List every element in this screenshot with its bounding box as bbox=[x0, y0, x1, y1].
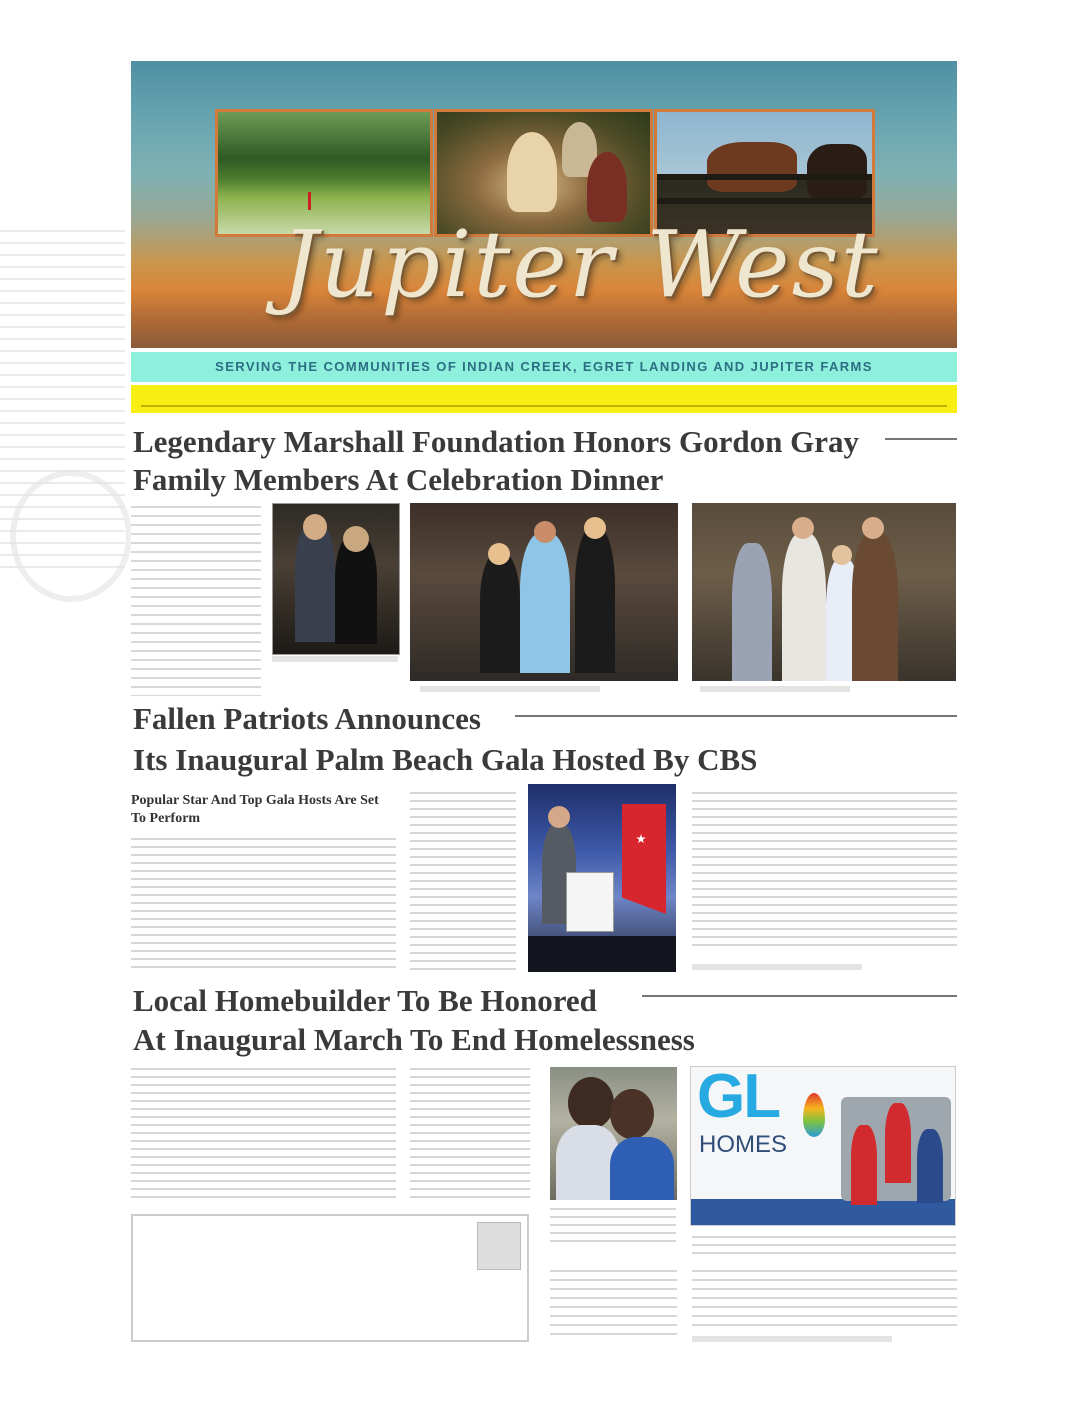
article-1-photo-couple bbox=[272, 503, 400, 655]
masthead-title: Jupiter West bbox=[281, 211, 880, 318]
article-3-headline-line1: Local Homebuilder To Be Honored bbox=[133, 983, 597, 1018]
article-2-rule bbox=[515, 715, 957, 717]
article-1-caption-3 bbox=[700, 686, 850, 692]
gl-leaf-icon bbox=[803, 1093, 825, 1137]
article-3-photo-gl-homes bbox=[690, 1066, 956, 1226]
article-2-headline-line2: Its Inaugural Palm Beach Gala Hosted By CBS bbox=[133, 742, 758, 777]
article-2-body-col1 bbox=[131, 838, 396, 970]
masthead bbox=[131, 61, 957, 348]
golf-flag-icon bbox=[308, 192, 311, 210]
article-1-photo-trio bbox=[410, 503, 678, 681]
article-2-body-col2 bbox=[410, 792, 516, 970]
article-1-caption-2 bbox=[420, 686, 600, 692]
article-3-photo-selfie bbox=[550, 1067, 677, 1200]
article-3-body-col2 bbox=[410, 1068, 530, 1198]
article-2-subhead: Popular Star And Top Gala Hosts Are Set To Perform bbox=[131, 793, 379, 826]
gl-logo: GL bbox=[697, 1066, 780, 1131]
article-2-photo-podium bbox=[528, 784, 676, 972]
article-3-caption-2 bbox=[692, 1236, 956, 1254]
advertisement-box bbox=[131, 1214, 529, 1342]
date-bar bbox=[131, 385, 957, 413]
article-3-caption-3 bbox=[692, 1336, 892, 1342]
masthead-tagline: SERVING THE COMMUNITIES OF INDIAN CREEK, EGRET LANDING AND JUPITER FARMS bbox=[131, 352, 957, 382]
article-3-rule bbox=[642, 995, 957, 997]
article-3-headline-line2: At Inaugural March To End Homelessness bbox=[133, 1022, 695, 1057]
article-1-body bbox=[131, 506, 261, 696]
gl-homes-text: HOMES bbox=[699, 1131, 788, 1158]
article-1-headline-line1: Legendary Marshall Foundation Honors Gordon Gray bbox=[133, 424, 859, 459]
article-1-caption-1 bbox=[272, 656, 398, 662]
ad-thumbnail bbox=[477, 1222, 521, 1270]
article-3-caption-1 bbox=[550, 1208, 676, 1248]
article-3-body-col4 bbox=[692, 1270, 957, 1326]
left-margin-ghost bbox=[0, 130, 131, 690]
article-2-caption bbox=[692, 964, 862, 970]
article-2-headline-line1: Fallen Patriots Announces bbox=[133, 701, 481, 736]
article-3-body-col3 bbox=[550, 1270, 677, 1342]
article-1-headline-line2: Family Members At Celebration Dinner bbox=[133, 462, 664, 497]
article-1-photo-group bbox=[692, 503, 956, 681]
article-1-rule bbox=[885, 438, 957, 440]
article-3-body-col1 bbox=[131, 1068, 396, 1198]
article-2-body-col3 bbox=[692, 792, 957, 947]
